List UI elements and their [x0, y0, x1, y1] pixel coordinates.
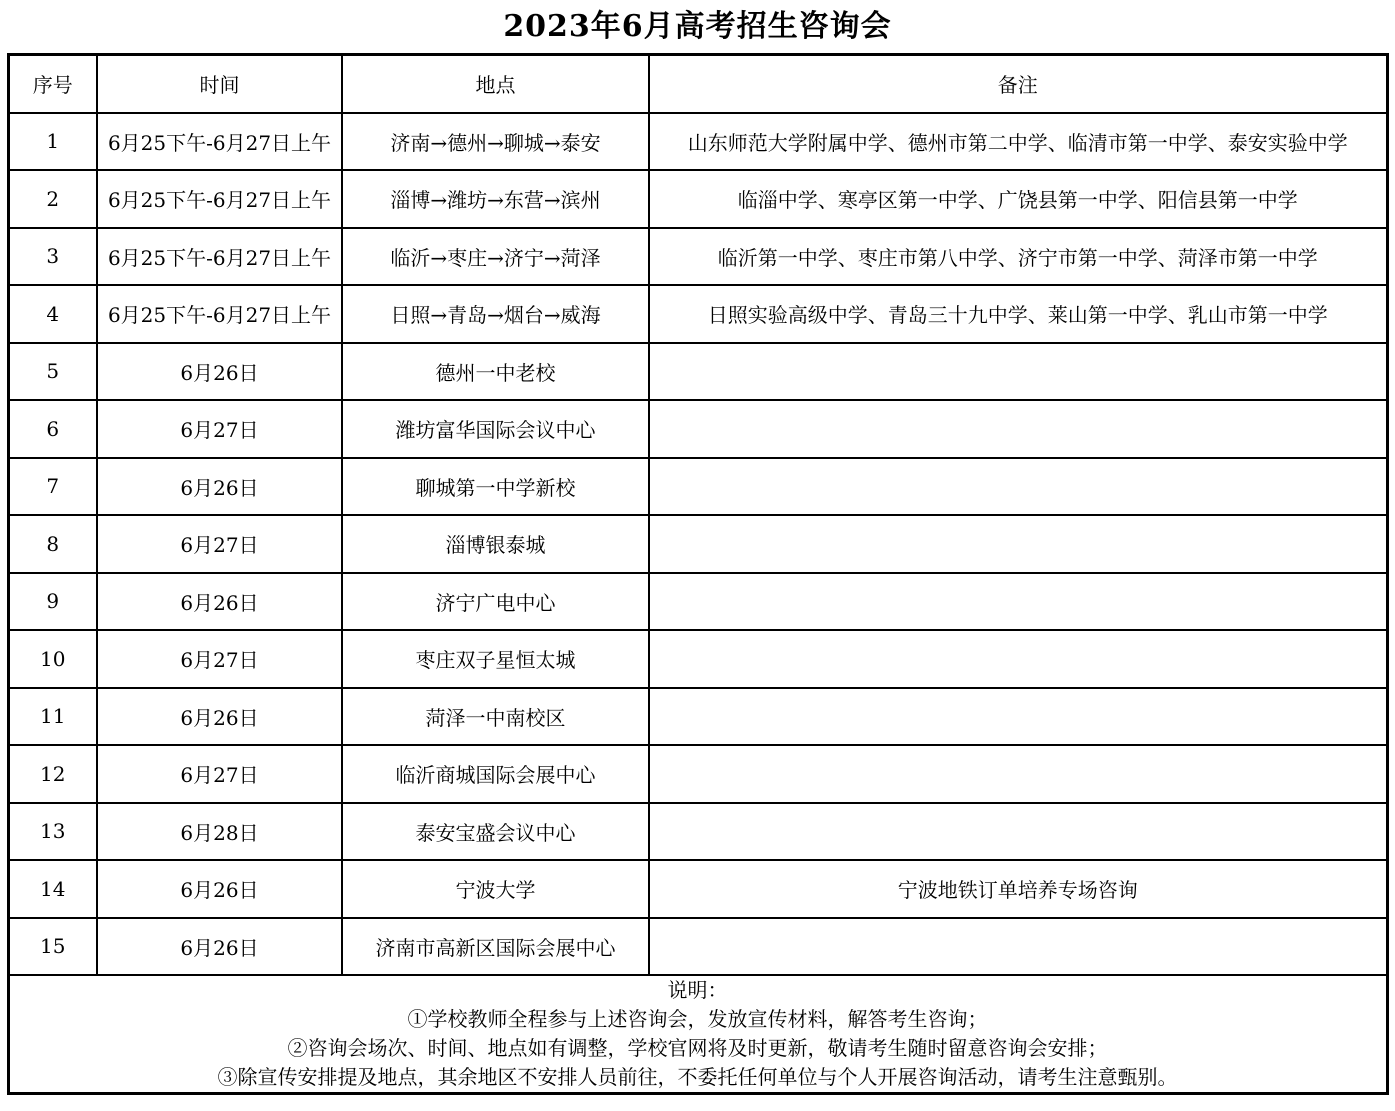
cell-remark: 临沂第一中学、枣庄市第八中学、济宁市第一中学、菏泽市第一中学 — [649, 228, 1387, 286]
cell-time: 6月27日 — [97, 515, 342, 573]
cell-remark — [649, 688, 1387, 746]
cell-time: 6月26日 — [97, 343, 342, 401]
consultation-table — [7, 53, 1389, 1095]
cell-index: 11 — [8, 688, 97, 746]
cell-index: 7 — [8, 458, 97, 516]
cell-place: 潍坊富华国际会议中心 — [342, 400, 649, 458]
cell-remark: 日照实验高级中学、青岛三十九中学、莱山第一中学、乳山市第一中学 — [649, 285, 1387, 343]
cell-remark — [649, 745, 1387, 803]
table-row — [8, 918, 1387, 976]
cell-remark — [649, 918, 1387, 976]
table-row — [8, 803, 1387, 861]
cell-index: 1 — [8, 113, 97, 171]
cell-time: 6月26日 — [97, 573, 342, 631]
cell-index: 4 — [8, 285, 97, 343]
cell-remark — [649, 400, 1387, 458]
table-row — [8, 343, 1387, 401]
cell-place: 淄博→潍坊→东营→滨州 — [342, 170, 649, 228]
cell-index: 12 — [8, 745, 97, 803]
cell-time: 6月25下午-6月27日上午 — [97, 285, 342, 343]
cell-place: 济宁广电中心 — [342, 573, 649, 631]
cell-time: 6月27日 — [97, 630, 342, 688]
table-body — [8, 113, 1387, 1094]
cell-place: 宁波大学 — [342, 860, 649, 918]
cell-place: 菏泽一中南校区 — [342, 688, 649, 746]
header-remark: 备注 — [649, 55, 1387, 113]
note-line-2: ②咨询会场次、时间、地点如有调整，学校官网将及时更新，敬请考生随时留意咨询会安排； — [287, 1036, 1108, 1060]
header-time: 时间 — [97, 55, 342, 113]
cell-place: 济南→德州→聊城→泰安 — [342, 113, 649, 171]
table-row — [8, 630, 1387, 688]
cell-time: 6月26日 — [97, 918, 342, 976]
cell-place: 德州一中老校 — [342, 343, 649, 401]
notes-label: 说明： — [667, 978, 728, 1002]
table-row — [8, 113, 1387, 171]
note-line-3: ③除宣传安排提及地点，其余地区不安排人员前往，不委托任何单位与个人开展咨询活动，请考生注意甄别。 — [217, 1065, 1178, 1089]
cell-remark — [649, 573, 1387, 631]
table-header — [8, 55, 1387, 113]
table-row — [8, 860, 1387, 918]
cell-index: 14 — [8, 860, 97, 918]
cell-place: 临沂→枣庄→济宁→菏泽 — [342, 228, 649, 286]
cell-remark — [649, 803, 1387, 861]
cell-index: 2 — [8, 170, 97, 228]
cell-place: 日照→青岛→烟台→威海 — [342, 285, 649, 343]
table-row — [8, 515, 1387, 573]
cell-index: 8 — [8, 515, 97, 573]
cell-place: 临沂商城国际会展中心 — [342, 745, 649, 803]
cell-remark — [649, 343, 1387, 401]
cell-remark — [649, 458, 1387, 516]
cell-time: 6月27日 — [97, 400, 342, 458]
cell-remark — [649, 515, 1387, 573]
cell-place: 泰安宝盛会议中心 — [342, 803, 649, 861]
table-row — [8, 400, 1387, 458]
cell-remark: 山东师范大学附属中学、德州市第二中学、临清市第一中学、泰安实验中学 — [649, 113, 1387, 171]
table-row — [8, 573, 1387, 631]
cell-remark: 宁波地铁订单培养专场咨询 — [649, 860, 1387, 918]
header-place: 地点 — [342, 55, 649, 113]
table-row — [8, 745, 1387, 803]
notes-row — [8, 975, 1387, 1094]
note-line-1: ①学校教师全程参与上述咨询会，发放宣传材料，解答考生咨询； — [407, 1007, 988, 1031]
cell-index: 10 — [8, 630, 97, 688]
cell-place: 枣庄双子星恒太城 — [342, 630, 649, 688]
cell-index: 15 — [8, 918, 97, 976]
table-row — [8, 228, 1387, 286]
header-index: 序号 — [8, 55, 97, 113]
cell-remark: 临淄中学、寒亭区第一中学、广饶县第一中学、阳信县第一中学 — [649, 170, 1387, 228]
cell-time: 6月26日 — [97, 688, 342, 746]
cell-remark — [649, 630, 1387, 688]
table-row — [8, 458, 1387, 516]
cell-time: 6月28日 — [97, 803, 342, 861]
cell-index: 5 — [8, 343, 97, 401]
table-row — [8, 285, 1387, 343]
cell-time: 6月26日 — [97, 458, 342, 516]
cell-time: 6月25下午-6月27日上午 — [97, 113, 342, 171]
cell-place: 淄博银泰城 — [342, 515, 649, 573]
cell-index: 6 — [8, 400, 97, 458]
cell-time: 6月25下午-6月27日上午 — [97, 228, 342, 286]
page-title: 2023年6月高考招生咨询会 — [503, 9, 892, 44]
table-row — [8, 170, 1387, 228]
cell-place: 聊城第一中学新校 — [342, 458, 649, 516]
notes-cell — [8, 975, 1387, 1094]
cell-time: 6月26日 — [97, 860, 342, 918]
cell-index: 9 — [8, 573, 97, 631]
cell-index: 13 — [8, 803, 97, 861]
cell-time: 6月27日 — [97, 745, 342, 803]
cell-index: 3 — [8, 228, 97, 286]
cell-place: 济南市高新区国际会展中心 — [342, 918, 649, 976]
cell-time: 6月25下午-6月27日上午 — [97, 170, 342, 228]
table-row — [8, 688, 1387, 746]
header-row — [8, 55, 1387, 113]
